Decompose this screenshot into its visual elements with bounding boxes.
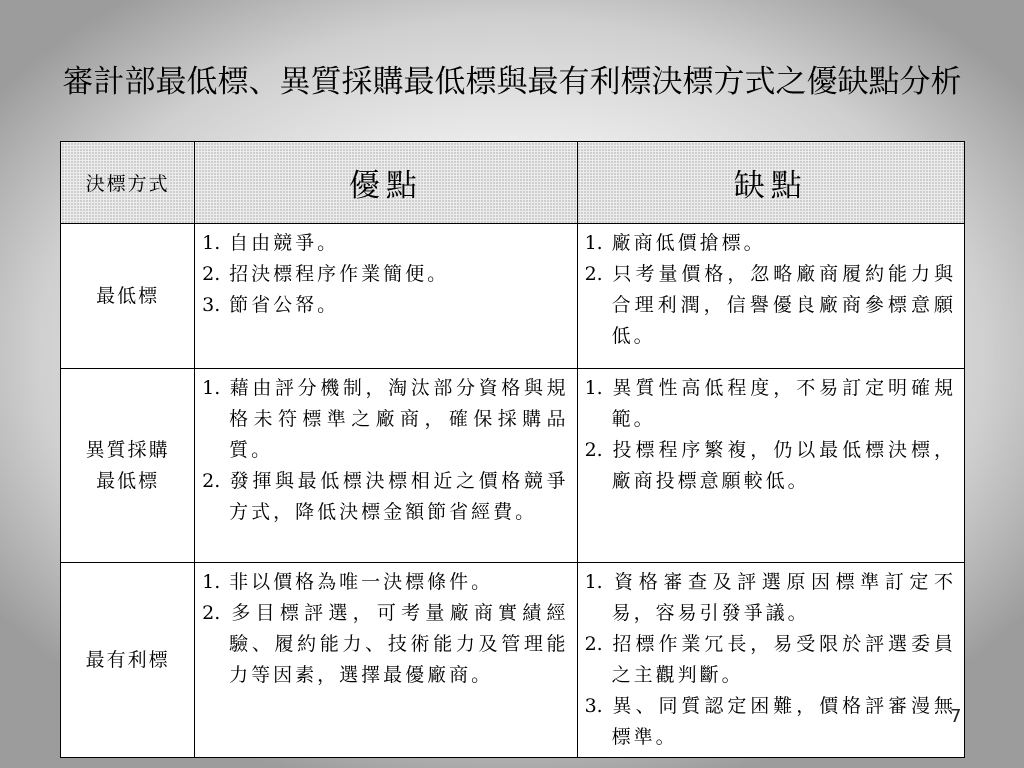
table-row bbox=[61, 563, 965, 758]
cons-list bbox=[585, 373, 956, 497]
list-item bbox=[202, 228, 568, 259]
list-item bbox=[585, 629, 956, 691]
method-cell: 異質採購最低標 bbox=[61, 369, 195, 563]
item-text: 非以價格為唯一決標條件。 bbox=[229, 571, 494, 593]
comparison-table bbox=[60, 141, 965, 758]
item-text: 自由競爭。 bbox=[229, 232, 340, 254]
item-number: 1. bbox=[202, 571, 221, 593]
cons-cell bbox=[577, 563, 964, 758]
list-item bbox=[202, 598, 568, 691]
header-method: 決標方式 bbox=[61, 142, 195, 224]
pros-cell bbox=[195, 224, 577, 369]
page-number: 7 bbox=[950, 706, 962, 727]
pros-list bbox=[202, 373, 568, 528]
item-number: 3. bbox=[584, 695, 603, 717]
list-item bbox=[585, 373, 956, 435]
item-number: 1. bbox=[202, 377, 221, 399]
cons-cell bbox=[577, 224, 964, 369]
list-item bbox=[585, 691, 956, 753]
cons-list bbox=[585, 567, 956, 753]
pros-list bbox=[202, 228, 568, 321]
table-header-row bbox=[61, 142, 965, 224]
pros-cell bbox=[195, 369, 577, 563]
list-item bbox=[202, 290, 568, 321]
item-number: 1. bbox=[584, 571, 603, 593]
item-number: 2. bbox=[584, 633, 603, 655]
list-item bbox=[585, 435, 956, 497]
cons-cell bbox=[577, 369, 964, 563]
table-row bbox=[61, 369, 965, 563]
item-text: 節省公帑。 bbox=[229, 294, 340, 316]
item-text: 資格審查及評選原因標準訂定不易，容易引發爭議。 bbox=[611, 571, 956, 624]
item-number: 2. bbox=[584, 263, 603, 285]
item-text: 藉由評分機制，淘汰部分資格與規格未符標準之廠商，確保採購品質。 bbox=[229, 377, 569, 461]
list-item bbox=[202, 466, 568, 528]
item-text: 發揮與最低標決標相近之價格競爭方式，降低決標金額節省經費。 bbox=[229, 470, 569, 523]
list-item bbox=[585, 228, 956, 259]
item-text: 廠商低價搶標。 bbox=[611, 232, 766, 254]
header-pros: 優點 bbox=[195, 142, 577, 224]
item-text: 異質性高低程度，不易訂定明確規範。 bbox=[611, 377, 956, 430]
table-row bbox=[61, 224, 965, 369]
item-text: 招決標程序作業簡便。 bbox=[229, 263, 450, 285]
item-number: 1. bbox=[202, 232, 221, 254]
item-number: 2. bbox=[202, 470, 221, 492]
item-text: 只考量價格，忽略廠商履約能力與合理利潤，信譽優良廠商參標意願低。 bbox=[611, 263, 956, 347]
item-text: 多目標評選，可考量廠商實績經驗、履約能力、技術能力及管理能力等因素，選擇最優廠商。 bbox=[229, 602, 569, 686]
list-item bbox=[202, 259, 568, 290]
pros-cell bbox=[195, 563, 577, 758]
item-number: 2. bbox=[202, 602, 221, 624]
item-number: 1. bbox=[584, 232, 603, 254]
item-number: 3. bbox=[202, 294, 221, 316]
item-number: 2. bbox=[584, 439, 603, 461]
slide-title: 審計部最低標、異質採購最低標與最有利標決標方式之優缺點分析 bbox=[62, 64, 962, 100]
pros-list bbox=[202, 567, 568, 691]
list-item bbox=[585, 567, 956, 629]
header-cons: 缺點 bbox=[577, 142, 964, 224]
method-cell: 最低標 bbox=[61, 224, 195, 369]
list-item bbox=[585, 259, 956, 352]
cons-list bbox=[585, 228, 956, 352]
list-item bbox=[202, 567, 568, 598]
item-text: 投標程序繁複，仍以最低標決標，廠商投標意願較低。 bbox=[611, 439, 956, 492]
item-number: 1. bbox=[584, 377, 603, 399]
item-text: 招標作業冗長，易受限於評選委員之主觀判斷。 bbox=[611, 633, 956, 686]
item-text: 異、同質認定困難，價格評審漫無標準。 bbox=[611, 695, 956, 748]
method-cell: 最有利標 bbox=[61, 563, 195, 758]
list-item bbox=[202, 373, 568, 466]
item-number: 2. bbox=[202, 263, 221, 285]
